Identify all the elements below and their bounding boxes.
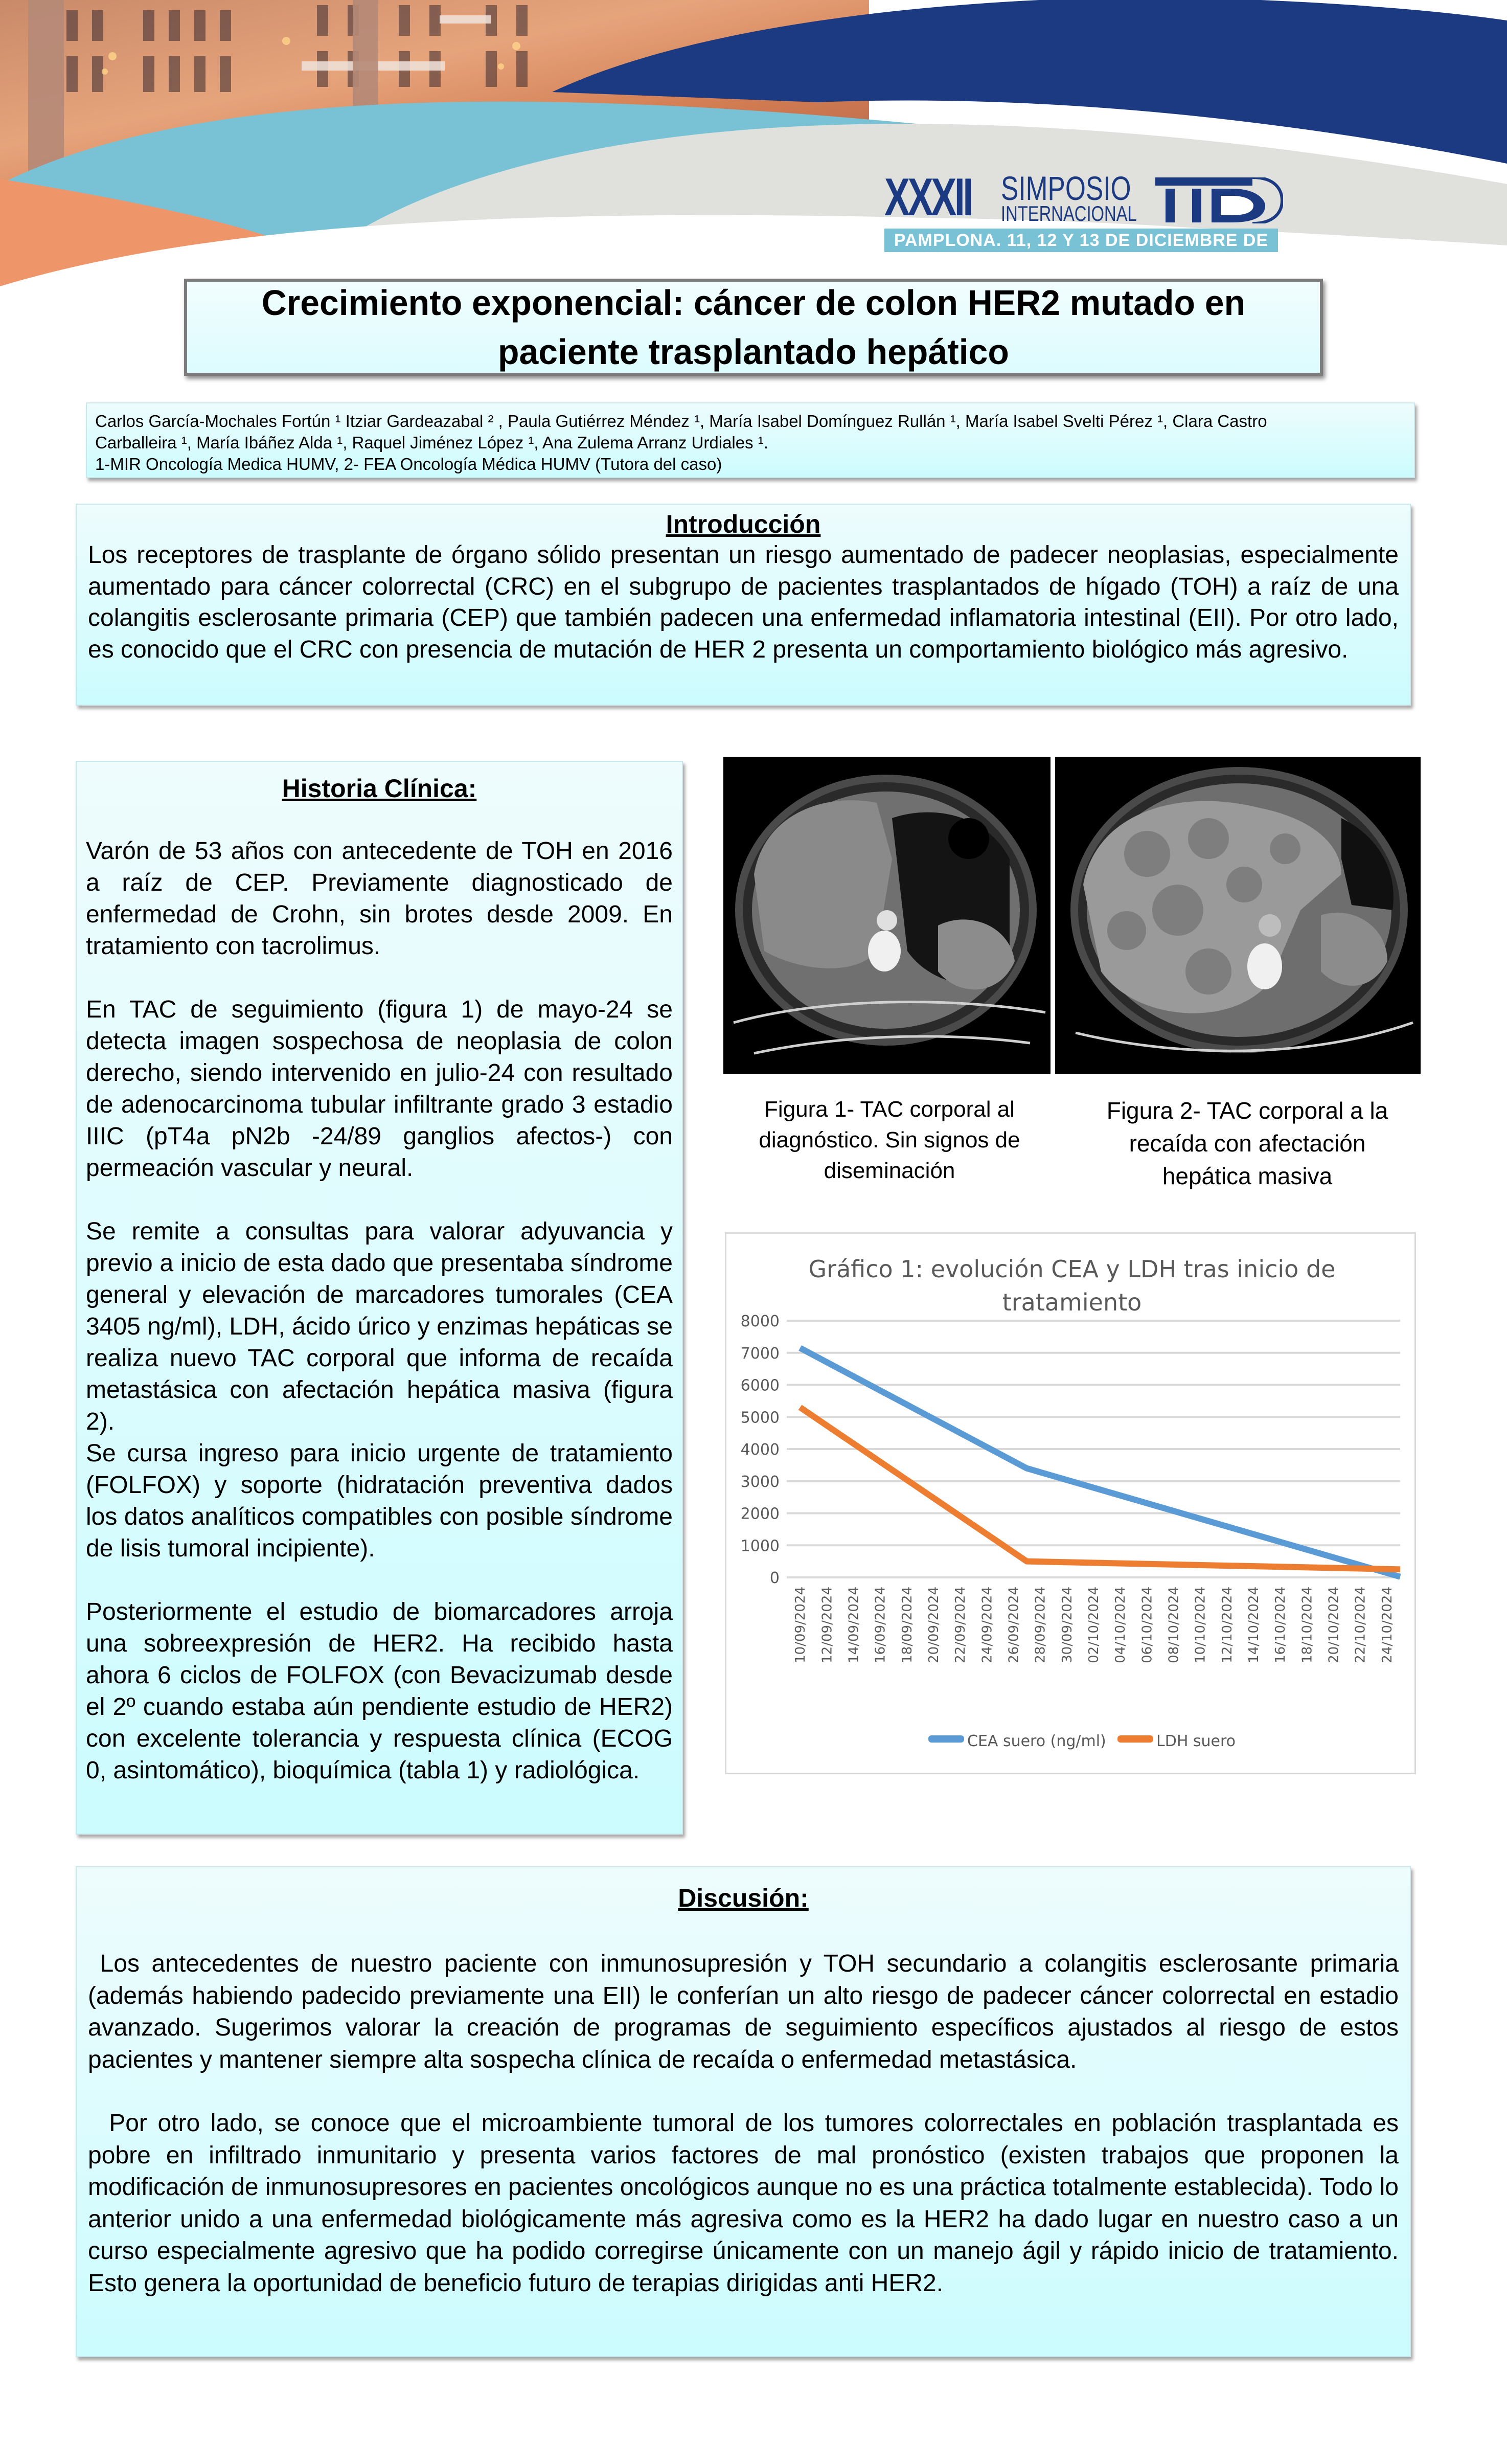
x-tick-label: 16/09/2024 xyxy=(873,1587,888,1663)
x-tick-label: 10/09/2024 xyxy=(793,1587,809,1663)
x-tick-label: 26/09/2024 xyxy=(1006,1587,1022,1663)
chart-title-line-1: Gráfico 1: evolución CEA y LDH tras inicio de xyxy=(808,1255,1336,1283)
page-title xyxy=(262,278,1245,376)
x-tick-label: 18/10/2024 xyxy=(1299,1587,1315,1663)
figure-2-ct-scan xyxy=(1055,757,1421,1074)
x-tick-label: 30/09/2024 xyxy=(1059,1587,1075,1663)
logo-date-banner: PAMPLONA. 11, 12 Y 13 DE DICIEMBRE DE 2024 xyxy=(884,229,1278,252)
historia-paragraph: Se remite a consultas para valorar adyuvancia y previo a inicio de esta dado que presentaba síndrome general y elevación de marcadores tumorales (CEA 3405 ng/ml), LDH, ácido úrico y enzimas hepáticas se realiza nuevo TAC corporal que informa de recaída metastásica con afectación hepática masiva (figura 2). xyxy=(86,1218,673,1435)
logo-roman-numeral: XXXII xyxy=(884,168,971,227)
y-tick-label: 4000 xyxy=(740,1441,780,1459)
discusion-paragraph: Por otro lado, se conoce que el microambiente tumoral de los tumores colorrectales en población trasplantada es pobre en infiltrado inmunitario y presenta varios factores de mal pronóstico (existen trabajos que proponen la modificación de inmunosupresores en pacientes oncológicos aunque no es una práctica totalmente establecida). Todo lo anterior unido a una enfermedad biológicamente más agresiva como es la HER2 ha dado lugar en nuestro caso a un curso especialmente agresivo que ha podido corregirse únicamente con un manejo ágil y rápido inicio de tratamiento. Esto genera la oportunidad de beneficio futuro de terapias dirigidas anti HER2. xyxy=(88,2110,1406,2297)
historia-heading: Historia Clínica: xyxy=(282,774,477,803)
ct-scan-icon xyxy=(723,757,1051,1074)
x-tick-label: 12/10/2024 xyxy=(1219,1587,1235,1663)
title-box xyxy=(184,279,1323,376)
x-tick-label: 20/10/2024 xyxy=(1326,1587,1342,1663)
x-tick-label: 02/10/2024 xyxy=(1086,1587,1102,1663)
historia-paragraph: Se cursa ingreso para inicio urgente de tratamiento (FOLFOX) y soporte (hidratación preventiva dados los datos analíticos compatibles con posible síndrome de lisis tumoral incipiente). xyxy=(86,1440,673,1562)
title-line-2: paciente trasplantado hepático xyxy=(498,332,1009,372)
y-tick-label: 0 xyxy=(769,1569,780,1587)
chart-cea-ldh xyxy=(725,1232,1416,1774)
discusion-paragraph: Los antecedentes de nuestro paciente con inmunosupresión y TOH secundario a colangitis esclerosante primaria (además habiendo padecido previamente una EII) le conferían un alto riesgo de padecer cáncer colorrectal en estadio avanzado. Sugerimos valorar la creación de programas de seguimiento específicos ajustados al riesgo de estos pacientes y mantener siempre alta sospecha clínica de recaída o enfermedad metastásica. xyxy=(88,1950,1406,2073)
logo-internacional: INTERNACIONAL xyxy=(1001,201,1137,225)
figure-1-ct-scan xyxy=(723,757,1051,1074)
x-tick-label: 24/10/2024 xyxy=(1379,1587,1395,1663)
x-tick-label: 16/10/2024 xyxy=(1273,1587,1289,1663)
legend-swatch xyxy=(928,1735,964,1743)
y-tick-label: 3000 xyxy=(740,1473,780,1491)
y-tick-label: 2000 xyxy=(740,1505,780,1523)
affiliations: 1-MIR Oncología Medica HUMV, 2- FEA Oncología Médica HUMV (Tutora del caso) xyxy=(95,455,722,473)
legend-label: CEA suero (ng/ml) xyxy=(967,1732,1106,1750)
x-tick-label: 22/09/2024 xyxy=(953,1587,969,1663)
figure-2-caption: Figura 2- TAC corporal a la recaída con afectación hepática masiva xyxy=(1106,1097,1388,1189)
y-tick-label: 8000 xyxy=(740,1313,780,1330)
logo-simposio: SIMPOSIO xyxy=(1001,169,1131,207)
symposium-logo xyxy=(884,168,1283,274)
y-tick-label: 7000 xyxy=(740,1344,780,1363)
chart-title-line-2: tratamiento xyxy=(1002,1288,1142,1316)
y-tick-label: 6000 xyxy=(740,1376,780,1395)
chart-svg xyxy=(726,1234,1418,1776)
x-tick-label: 08/10/2024 xyxy=(1166,1587,1182,1663)
y-tick-label: 1000 xyxy=(740,1537,780,1555)
series-line-cea xyxy=(800,1348,1400,1576)
title-line-1: Crecimiento exponencial: cáncer de colon HER2 mutado en xyxy=(261,283,1246,323)
x-tick-label: 12/09/2024 xyxy=(819,1587,835,1663)
introduccion-text: Los receptores de trasplante de órgano sólido presentan un riesgo aumentado de padecer neoplasias, especialmente aumentado para cáncer colorrectal (CRC) en el subgrupo de pacientes trasplantados de hígado (TOH) a raíz de una colangitis esclerosante primaria (CEP) que también padecen una enfermedad inflamatoria intestinal (EII). Por otro lado, es conocido que el CRC con presencia de mutación de HER 2 presenta un comportamiento biológico más agresivo. xyxy=(88,541,1399,663)
legend-swatch xyxy=(1117,1735,1153,1743)
historia-paragraph: Posteriormente el estudio de biomarcadores arroja una sobreexpresión de HER2. Ha recibido hasta ahora 6 ciclos de FOLFOX (con Bevacizumab desde el 2º cuando estaba aún pendiente estudio de HER2) con excelente tolerancia y respuesta clínica (ECOG 0, asintomático), bioquímica (tabla 1) y radiológica. xyxy=(86,1598,673,1784)
x-tick-label: 06/10/2024 xyxy=(1139,1587,1155,1663)
ttd-logo-icon xyxy=(1155,177,1283,223)
x-tick-label: 28/09/2024 xyxy=(1033,1587,1048,1663)
x-tick-label: 14/09/2024 xyxy=(846,1587,862,1663)
x-tick-label: 20/09/2024 xyxy=(926,1587,942,1663)
discusion-section xyxy=(76,1866,1411,2357)
ct-scan-icon xyxy=(1055,757,1421,1074)
x-tick-label: 24/09/2024 xyxy=(979,1587,995,1663)
x-tick-label: 14/10/2024 xyxy=(1246,1587,1262,1663)
authors-line-2: Carballeira ¹, María Ibáñez Alda ¹, Raquel Jiménez López ¹, Ana Zulema Arranz Urdiales ¹. xyxy=(95,433,768,452)
historia-paragraph: En TAC de seguimiento (figura 1) de mayo-24 se detecta imagen sospechosa de neoplasia de colon derecho, siendo intervenido en julio-24 con resultado de adenocarcinoma tubular infiltrante grado 3 estadio IIIC (pT4a pN2b -24/89 ganglios afectos-) con permeación vascular y neural. xyxy=(86,996,673,1182)
figure-1-caption: Figura 1- TAC corporal al diagnóstico. Sin signos de diseminación xyxy=(759,1097,1020,1183)
x-tick-label: 04/10/2024 xyxy=(1113,1587,1129,1663)
x-tick-label: 22/10/2024 xyxy=(1353,1587,1368,1663)
historia-clinica-section xyxy=(76,761,683,1835)
y-tick-label: 5000 xyxy=(740,1409,780,1427)
authors-line-1: Carlos García-Mochales Fortún ¹ Itziar Gardeazabal ² , Paula Gutiérrez Méndez ¹, María Isabel Domínguez Rullán ¹, María Isabel Svelti Pérez ¹, Clara Castro xyxy=(95,412,1267,431)
legend-label: LDH suero xyxy=(1156,1732,1236,1750)
introduccion-section xyxy=(76,504,1411,706)
historia-paragraph: Varón de 53 años con antecedente de TOH en 2016 a raíz de CEP. Previamente diagnosticado de enfermedad de Crohn, sin brotes desde 2009. En tratamiento con tacrolimus. xyxy=(86,838,673,960)
introduccion-heading: Introducción xyxy=(666,510,821,538)
authors-box xyxy=(86,402,1415,478)
x-tick-label: 10/10/2024 xyxy=(1193,1587,1208,1663)
discusion-heading: Discusión: xyxy=(678,1884,809,1912)
x-tick-label: 18/09/2024 xyxy=(899,1587,915,1663)
